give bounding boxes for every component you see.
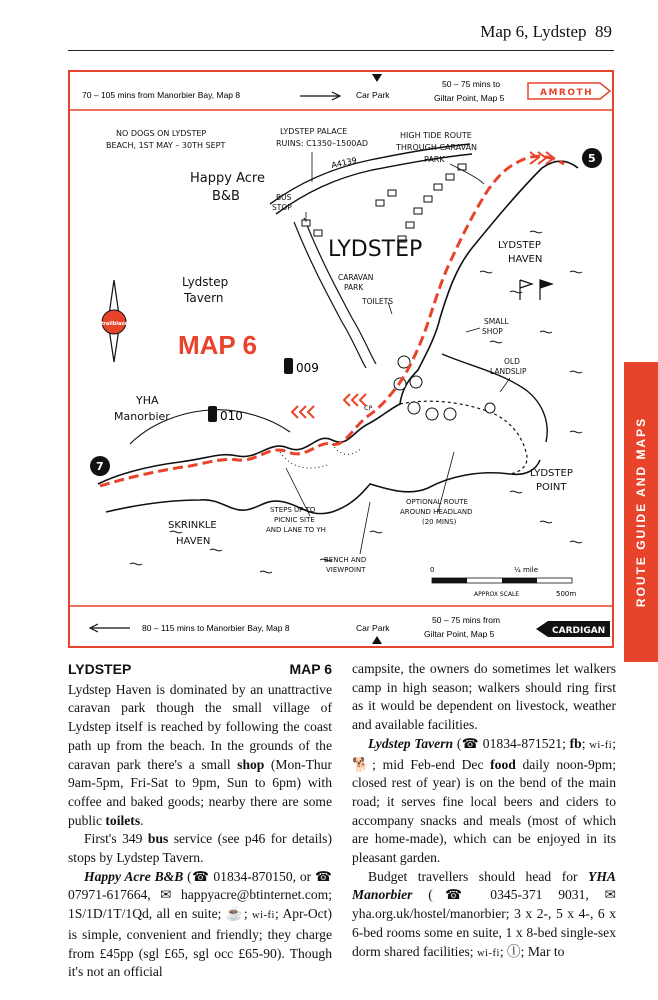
label-yha-2: Manorbier [114, 410, 170, 423]
scale-bar [430, 566, 576, 598]
label-caravan-park-1: CARAVAN [338, 273, 374, 282]
leader-lines [286, 152, 510, 554]
label-bench-1: BENCH AND [324, 556, 367, 564]
map-title: MAP 6 [178, 330, 257, 360]
label-bus-stop-2: STOP [272, 203, 292, 212]
map5-label: 5 [588, 152, 596, 165]
paragraph-happy-acre: Happy Acre B&B (☎ 01834-870150, or ☎ 07971-617664, ✉ happyacre@btinternet.com; 1S/1D/1T/1Qd, all en suite; ☕; wi-fi; Apr-Oct) is simple, convenient and friendly; they charge from £45pp (sgl £65, sgl occ £65-90). Though it's not an official [68, 868, 332, 980]
label-lydstep: LYDSTEP [328, 237, 423, 262]
label-optional-2: AROUND HEADLAND [400, 508, 473, 516]
paragraph-yha: Budget travellers should head for YHA Manorbier (☎ 0345-371 9031, ✉ yha.org.uk/hostel/manorbier; 3 x 2-, 5 x 4-, 6 x 6-bed rooms some en suite, 1 x 8-bed single-sex dorm shared facilities; wi-fi; ⓛ; Mar to [352, 868, 616, 959]
label-old-landslip-1: OLD [504, 357, 520, 366]
left-column [68, 660, 332, 982]
label-bus-stop-1: BUS [276, 193, 292, 202]
label-optional-1: OPTIONAL ROUTE [406, 498, 468, 506]
road-label: A4139 [330, 155, 358, 170]
label-hightide-3: PARK [424, 155, 445, 164]
side-tab [624, 362, 658, 662]
side-tab-label: ROUTE GUIDE AND MAPS [634, 416, 648, 608]
label-cp: CP [364, 404, 373, 412]
map-drawing [70, 72, 612, 646]
section-title: LYDSTEP [68, 661, 132, 677]
scale-metres: 500m [556, 590, 577, 598]
label-tavern-1: Lydstep [182, 275, 229, 289]
header-rule [68, 50, 614, 51]
map-6 [68, 70, 614, 648]
top-right-nav-1: 50 – 75 mins to [442, 79, 501, 89]
top-left-nav: 70 – 105 mins from Manorbier Bay, Map 8 [82, 90, 241, 100]
label-lydstep-point-1: LYDSTEP [530, 468, 573, 479]
scale-zero: 0 [430, 566, 435, 574]
top-right-nav-2: Giltar Point, Map 5 [434, 93, 505, 103]
bottom-left-arrow-icon [90, 624, 130, 632]
bottom-left-nav: 80 – 115 mins to Manorbier Bay, Map 8 [142, 623, 290, 633]
label-small-shop-2: SHOP [482, 327, 503, 336]
waypoint-010: 010 [220, 409, 243, 423]
beach-dots [280, 444, 362, 468]
bottom-marker-icon [372, 636, 382, 644]
label-no-dogs-2: BEACH, 1ST MAY – 30TH SEPT [106, 141, 226, 150]
section-heading [68, 660, 332, 679]
label-lydstep-point-2: POINT [536, 482, 567, 493]
label-toilets: TOILETS [362, 297, 393, 306]
compass-icon [101, 280, 131, 362]
label-lydstep-haven-1: LYDSTEP [498, 240, 541, 251]
paragraph-bus: First's 349 bus service (see p46 for details) stops by Lydstep Tavern. [68, 831, 332, 866]
caravans [302, 164, 466, 242]
label-happy-acre-1: Happy Acre [190, 171, 265, 186]
bottom-right-nav-2: Giltar Point, Map 5 [424, 629, 495, 639]
gps-icon-2 [208, 406, 217, 422]
compass-label: trailblazer [101, 321, 131, 327]
label-old-landslip-2: LANDSLIP [490, 367, 527, 376]
cardigan-label: CARDIGAN [552, 626, 606, 636]
waypoint-009: 009 [296, 361, 319, 375]
section-map-ref: MAP 6 [289, 661, 332, 677]
page-header [480, 22, 612, 42]
label-skrinkle-2: HAVEN [176, 536, 211, 547]
map7-label: 7 [96, 460, 104, 473]
scale-quarter-mile: ¼ mile [514, 566, 539, 574]
scale-approx: APPROX SCALE [474, 591, 520, 598]
label-yha-1: YHA [136, 394, 159, 407]
label-no-dogs-1: NO DOGS ON LYDSTEP [116, 129, 207, 138]
label-steps-2: PICNIC SITE [274, 516, 315, 524]
coastline-outer [106, 460, 540, 514]
amroth-label: AMROTH [540, 88, 594, 98]
label-happy-acre-2: B&B [212, 189, 240, 204]
top-left-arrow-icon [300, 92, 340, 100]
label-lydstep-haven-2: HAVEN [508, 254, 543, 265]
gps-icon [284, 358, 293, 374]
headland-outline [400, 401, 527, 474]
label-steps-3: AND LANE TO YH [266, 526, 326, 534]
flag-icon [520, 280, 532, 300]
right-column [352, 660, 616, 963]
label-tavern-2: Tavern [184, 291, 224, 305]
label-optional-3: (20 MINS) [422, 518, 457, 526]
label-bench-2: VIEWPOINT [326, 566, 366, 574]
map7-link[interactable] [90, 456, 110, 476]
road-a4139 [270, 144, 470, 204]
header-title: Map 6, Lydstep [480, 22, 587, 41]
label-small-shop-1: SMALL [484, 317, 509, 326]
paragraph-campsite: campsite, the owners do sometimes let walkers camp in high season; walkers should ring first as it would be dependent on livestock, weather and available facilities. [352, 661, 616, 733]
map5-link[interactable] [582, 148, 602, 168]
paragraph-tavern: Lydstep Tavern (☎ 01834-871521; fb; wi-fi; 🐕; mid Feb-end Dec food daily noon-9pm; closed rest of year) is on the bend of the main road; it serves fine local beers and ciders to accompany snacks and meals (most of which are home-made), which can be enjoyed in its pleasant garden. [352, 735, 616, 866]
label-steps-1: STEPS UP TO [270, 506, 316, 514]
page-number: 89 [595, 22, 612, 41]
path-arrows [292, 152, 554, 418]
label-hightide-1: HIGH TIDE ROUTE [400, 131, 472, 140]
label-hightide-2: THROUGH CARAVAN [396, 143, 478, 152]
flag-icon-2 [540, 280, 552, 300]
top-marker-icon [372, 74, 382, 82]
top-car-park: Car Park [356, 90, 390, 100]
paragraph-intro: Lydstep Haven is dominated by an unattractive caravan park though the small village of Lydstep itself is reached by following the coast path up from the beach. In the grounds of the caravan park there's a small shop (Mon-Thur 9am-5pm, Fri-Sat to 9pm, Sun to 6pm) with coffee and baked goods; nearby there are some public toilets. [68, 681, 333, 828]
label-skrinkle-1: SKRINKLE [168, 520, 217, 531]
bottom-right-nav-1: 50 – 75 mins from [432, 615, 501, 625]
bottom-car-park: Car Park [356, 623, 390, 633]
label-caravan-park-2: PARK [344, 283, 364, 292]
label-palace-1: LYDSTEP PALACE [280, 127, 348, 136]
label-palace-2: RUINS: C1350–1500AD [276, 139, 369, 148]
